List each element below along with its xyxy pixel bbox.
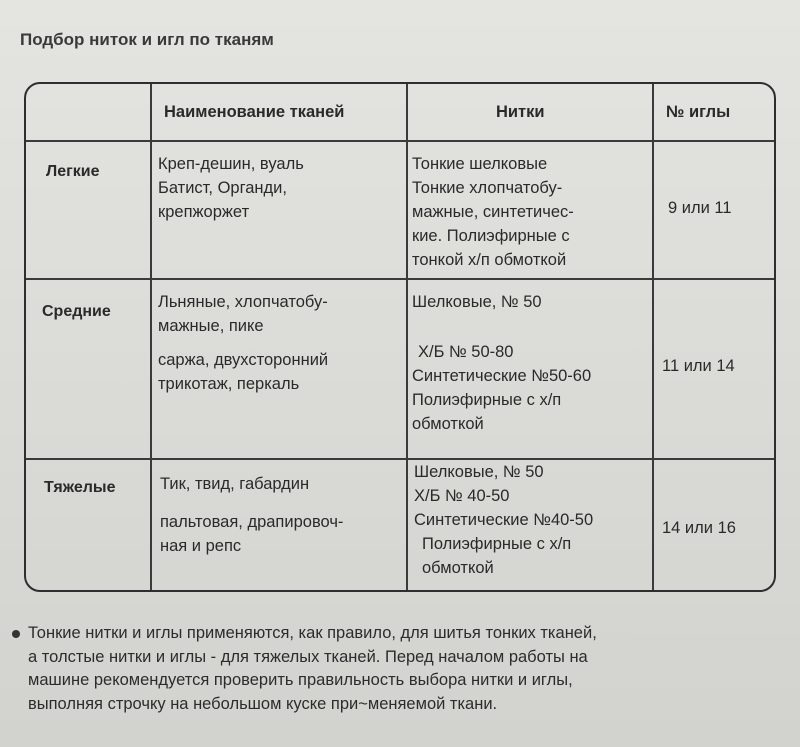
bullet-icon: [12, 630, 20, 638]
note-paragraph: [28, 622, 778, 716]
fabric-line: мажные, пике: [158, 317, 264, 335]
column-divider: [406, 84, 408, 590]
thread-line: мажные, синтетичес-: [412, 203, 574, 221]
needle-light: 9 или 11: [668, 199, 732, 217]
column-divider: [652, 84, 654, 590]
note-line: а толстые нитки и иглы - для тяжелых тканей. Перед началом работы на: [28, 647, 588, 666]
thread-line: Шелковые, № 50: [412, 293, 542, 311]
thread-line: обмоткой: [412, 415, 484, 433]
header-fabric: Наименование тканей: [164, 103, 345, 121]
threads-heavy: [414, 460, 593, 580]
fabric-line: Льняные, хлопчатобу-: [158, 293, 328, 311]
thread-line: Тонкие шелковые: [412, 155, 548, 173]
note-line: машине рекомендуется проверить правильность выбора нитки и иглы,: [28, 671, 573, 689]
category-medium: Средние: [42, 303, 111, 320]
thread-line: тонкой х/п обмоткой: [412, 251, 567, 269]
thread-line: Х/Б № 50-80: [418, 343, 514, 361]
fabrics-medium: [158, 290, 328, 396]
category-heavy: Тяжелые: [44, 479, 116, 496]
threads-light: [412, 152, 574, 272]
row-divider: [26, 278, 774, 280]
note-line: Тонкие нитки и иглы применяются, как правило, для шитья тонких тканей,: [28, 624, 597, 642]
fabric-line: саржа, двухсторонний: [158, 351, 329, 369]
thread-line: Полиэфирные с х/п: [422, 535, 572, 553]
needle-medium: 11 или 14: [662, 357, 735, 375]
thread-line: Х/Б № 40-50: [414, 487, 510, 505]
fabric-line: крепжоржет: [158, 203, 250, 221]
fabric-line: Креп-дешин, вуаль: [158, 155, 304, 173]
thread-line: Шелковые, № 50: [414, 463, 544, 481]
thread-line: Полиэфирные с х/п: [412, 391, 562, 409]
header-needle: № иглы: [666, 103, 731, 121]
thread-line: Тонкие хлопчатобу-: [412, 179, 563, 197]
fabric-line: трикотаж, перкаль: [158, 375, 300, 393]
header-thread: Нитки: [496, 103, 545, 121]
note-line: выполняя строчку на небольшом куске при~меняемой ткани.: [28, 694, 498, 713]
fabric-table: [24, 82, 776, 592]
fabric-line: ная и репс: [160, 537, 242, 555]
needle-heavy: 14 или 16: [662, 519, 736, 537]
row-divider: [26, 140, 774, 142]
fabric-line: Тик, твид, габардин: [160, 475, 310, 493]
threads-medium: [412, 290, 591, 436]
thread-line: Синтетические №50-60: [412, 367, 592, 385]
column-divider: [150, 84, 152, 590]
thread-line: Синтетические №40-50: [414, 511, 594, 529]
row-divider: [26, 458, 774, 460]
thread-line: кие. Полиэфирные с: [412, 227, 570, 245]
page-title: Подбор ниток и игл по тканям: [20, 30, 274, 49]
category-light: Легкие: [46, 163, 100, 180]
fabric-line: Батист, Органди,: [158, 179, 287, 197]
thread-line: обмоткой: [422, 559, 494, 577]
fabrics-light: [158, 152, 304, 224]
fabric-line: пальтовая, драпировоч-: [160, 513, 344, 531]
fabrics-heavy: [160, 472, 343, 558]
